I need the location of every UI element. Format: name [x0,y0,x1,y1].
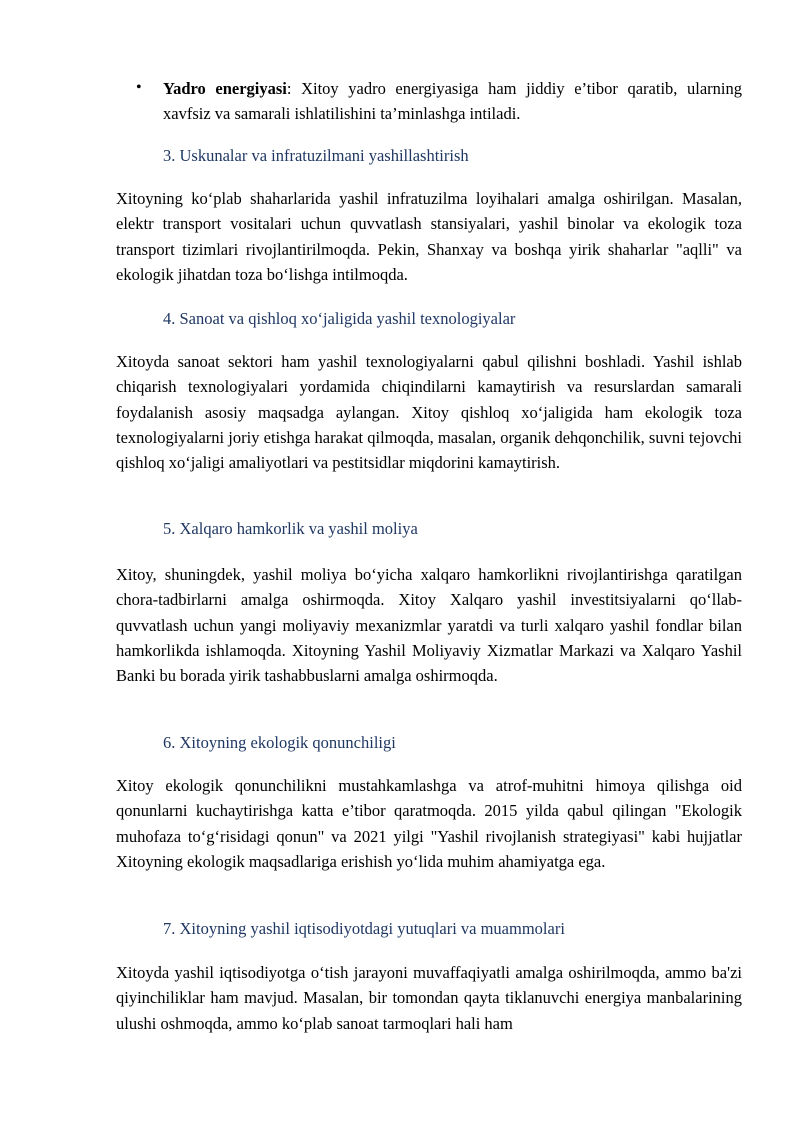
section-heading-6: 6. Xitoyning ekologik qonunchiligi [163,733,396,752]
section-paragraph-6: Xitoy ekologik qonunchilikni mustahkamlashga va atrof-muhitni himoya qilishga oid qonunlarni kuchaytirishga katta e’tibor qaratmoqda. 2015 yilda qabul qilingan "Ekologik muhofaza toʻgʻrisidagi qonun" va 2021 yilgi "Yashil rivojlanish strategiyasi" kabi hujjatlar Xitoyning ekologik maqsadlariga erishish yoʻlida muhim ahamiyatga ega. [116,776,742,871]
bullet-body: Xitoy yadro energiyasiga ham jiddiy e’tibor qaratib, ularning xavfsiz va samarali ishlatilishini ta’minlashga intiladi. [163,79,742,123]
bullet-marker: • [136,79,142,96]
section-paragraph-4: Xitoyda sanoat sektori ham yashil texnologiyalarni qabul qilishni boshladi. Yashil ishlab chiqarish texnologiyalari yordamida chiqindilarni kamaytirish va resurslardan samarali foydalanish asosiy maqsadga aylangan. Xitoy qishloq xoʻjaligida ham ekologik toza texnologiyalarni joriy etishga harakat qilmoqda, masalan, organik dehqonchilik, suvni tejovchi qishloq xoʻjaligi amaliyotlari va pestitsidlar miqdorini kamaytirish. [116,352,742,473]
bullet-term: Yadro energiyasi [163,79,287,98]
section-paragraph-3: Xitoyning koʻplab shaharlarida yashil infratuzilma loyihalari amalga oshirilgan. Masalan, elektr transport vositalari uchun quvvatlash stansiyalari, yashil binolar va ekologik toza transport tizimlari rivojlantirilmoqda. Pekin, Shanxay va boshqa yirik shaharlar "aqlli" va ekologik jihatdan toza boʻlishga intilmoqda. [116,189,742,284]
section-heading-4: 4. Sanoat va qishloq xoʻjaligida yashil texnologiyalar [163,309,516,328]
section-heading-5: 5. Xalqaro hamkorlik va yashil moliya [163,519,418,538]
bullet-item-text [163,76,742,126]
bullet-item-nuclear-energy [116,76,742,126]
section-paragraph-7: Xitoyda yashil iqtisodiyotga oʻtish jarayoni muvaffaqiyatli amalga oshirilmoqda, ammo ba'zi qiyinchiliklar ham mavjud. Masalan, bir tomondan qayta tiklanuvchi energiya manbalarining ulushi oshmoqda, ammo koʻplab sanoat tarmoqlari hali ham [116,963,742,1033]
section-heading-7: 7. Xitoyning yashil iqtisodiyotdagi yutuqlari va muammolari [163,919,565,938]
section-heading-3: 3. Uskunalar va infratuzilmani yashillashtirish [163,146,469,165]
section-paragraph-5: Xitoy, shuningdek, yashil moliya boʻyicha xalqaro hamkorlikni rivojlantirishga qaratilgan chora-tadbirlarni amalga oshirmoqda. Xitoy Xalqaro yashil investitsiyalarni qoʻllab-quvvatlash uchun yangi moliyaviy mexanizmlar yaratdi va turli xalqaro yashil fondlar bilan hamkorlikda ishlamoqda. Xitoyning Yashil Moliyaviy Xizmatlar Markazi va Xalqaro Yashil Banki bu borada yirik tashabbuslarni amalga oshirmoqda. [116,565,742,686]
bullet-colon: : [286,79,292,98]
